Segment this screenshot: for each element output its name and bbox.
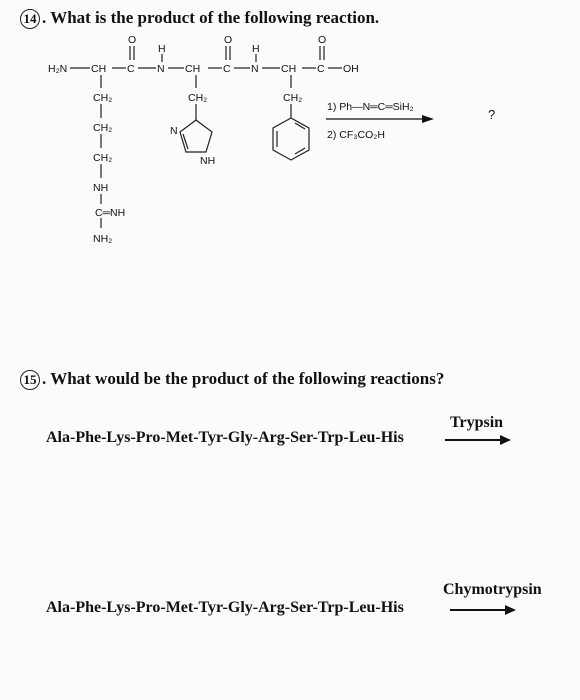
label-oh: OH xyxy=(343,63,359,75)
question-15-text: . What would be the product of the following reactions? xyxy=(42,369,445,388)
label-h-1: H xyxy=(158,43,166,55)
label-arg-ch2-2: CH₂ xyxy=(93,122,113,134)
label-c-2: C xyxy=(223,63,231,75)
question-14-text: . What is the product of the following reaction. xyxy=(42,8,380,27)
label-o-2: O xyxy=(224,34,233,46)
tripeptide-structure xyxy=(0,30,580,270)
label-arg-c-nh: C═NH xyxy=(95,207,126,219)
label-o-3: O xyxy=(318,34,327,46)
reagent-2: 2) CF₃CO₂H xyxy=(327,129,385,141)
question-14-title xyxy=(20,8,379,29)
label-phe-ch2: CH₂ xyxy=(283,92,303,104)
peptide-sequence-1: Ala-Phe-Lys-Pro-Met-Tyr-Gly-Arg-Ser-Trp-Leu-His xyxy=(46,429,404,446)
label-arg-ch2-1: CH₂ xyxy=(93,92,113,104)
question-15-title xyxy=(20,369,444,390)
label-arg-nh: NH xyxy=(93,182,109,194)
enzyme-chymotrypsin: Chymotrypsin xyxy=(443,581,542,598)
trypsin-arrow xyxy=(445,434,511,446)
label-h-2: H xyxy=(252,43,260,55)
label-ch-1: CH xyxy=(91,63,107,75)
label-his-nh: NH xyxy=(200,155,216,167)
reagent-1: 1) Ph—N═C═SiH₂ xyxy=(327,101,414,113)
label-c-3: C xyxy=(317,63,325,75)
label-h2n: H₂N xyxy=(48,63,68,75)
label-c-1: C xyxy=(127,63,135,75)
enzyme-trypsin: Trypsin xyxy=(450,414,504,431)
label-arg-ch2-3: CH₂ xyxy=(93,152,113,164)
label-n-1: N xyxy=(157,63,165,75)
chymotrypsin-arrow xyxy=(450,604,516,616)
label-n-2: N xyxy=(251,63,259,75)
reaction-arrow xyxy=(326,115,434,123)
question-14-number: 14 xyxy=(20,9,40,29)
label-his-ch2: CH₂ xyxy=(188,92,208,104)
label-arg-nh2: NH₂ xyxy=(93,233,113,245)
question-15-number: 15 xyxy=(20,370,40,390)
label-o-1: O xyxy=(128,34,137,46)
answer-mark: ? xyxy=(488,107,496,122)
label-ch-2: CH xyxy=(185,63,201,75)
label-his-n: N xyxy=(170,125,178,137)
label-ch-3: CH xyxy=(281,63,297,75)
peptide-sequence-2: Ala-Phe-Lys-Pro-Met-Tyr-Gly-Arg-Ser-Trp-Leu-His xyxy=(46,599,404,616)
